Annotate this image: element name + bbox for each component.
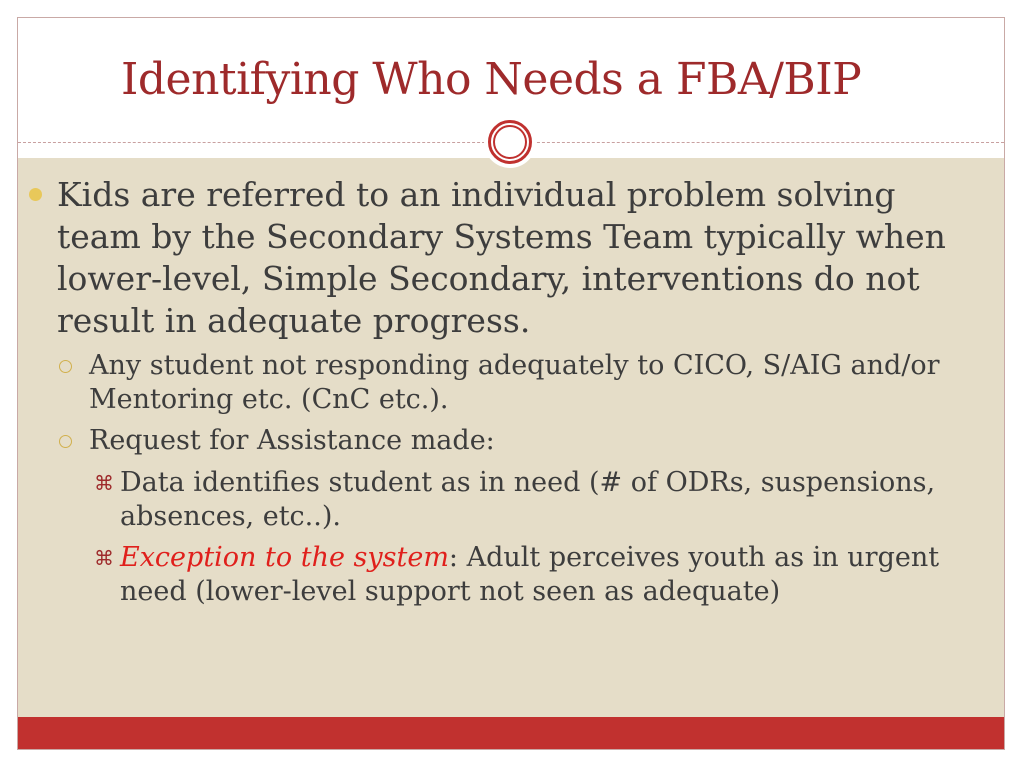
bottom-bar [18,717,1004,750]
bullet-ring-icon [59,360,72,373]
bullet-main [57,174,957,342]
subsub-bullet-1 [94,466,960,534]
sub-bullet-1 [89,349,969,417]
subsub-bullet-1-text: Data identifies student as in need (# of ODRs, suspensions, absences, etc..). [120,467,936,532]
x-marker-icon: ⌘ [94,471,114,495]
sub-bullet-1-text: Any student not responding adequately to CICO, S/AIG and/or Mentoring etc. (CnC etc.). [89,350,940,415]
subsub-bullet-2-text: : Adult perceives youth as in urgent need (lower-level support not seen as adequate) [120,542,940,607]
bullet-ring-icon [59,435,72,448]
sub-bullet-2-text: Request for Assistance made: [89,425,495,456]
bullet-dot-icon [29,188,42,201]
exception-emphasis: Exception to the system [120,542,449,573]
slide-title: Identifying Who Needs a FBA/BIP [121,54,862,105]
bullet-main-text: Kids are referred to an individual problem solving team by the Secondary Systems Team typically when lower-level, Simple Secondary, interventions do not result in adequate progress. [57,175,946,340]
subsub-bullet-2 [94,541,960,609]
x-marker-icon: ⌘ [94,546,114,570]
circle-ornament-icon [484,116,536,168]
sub-bullet-2 [89,424,969,458]
